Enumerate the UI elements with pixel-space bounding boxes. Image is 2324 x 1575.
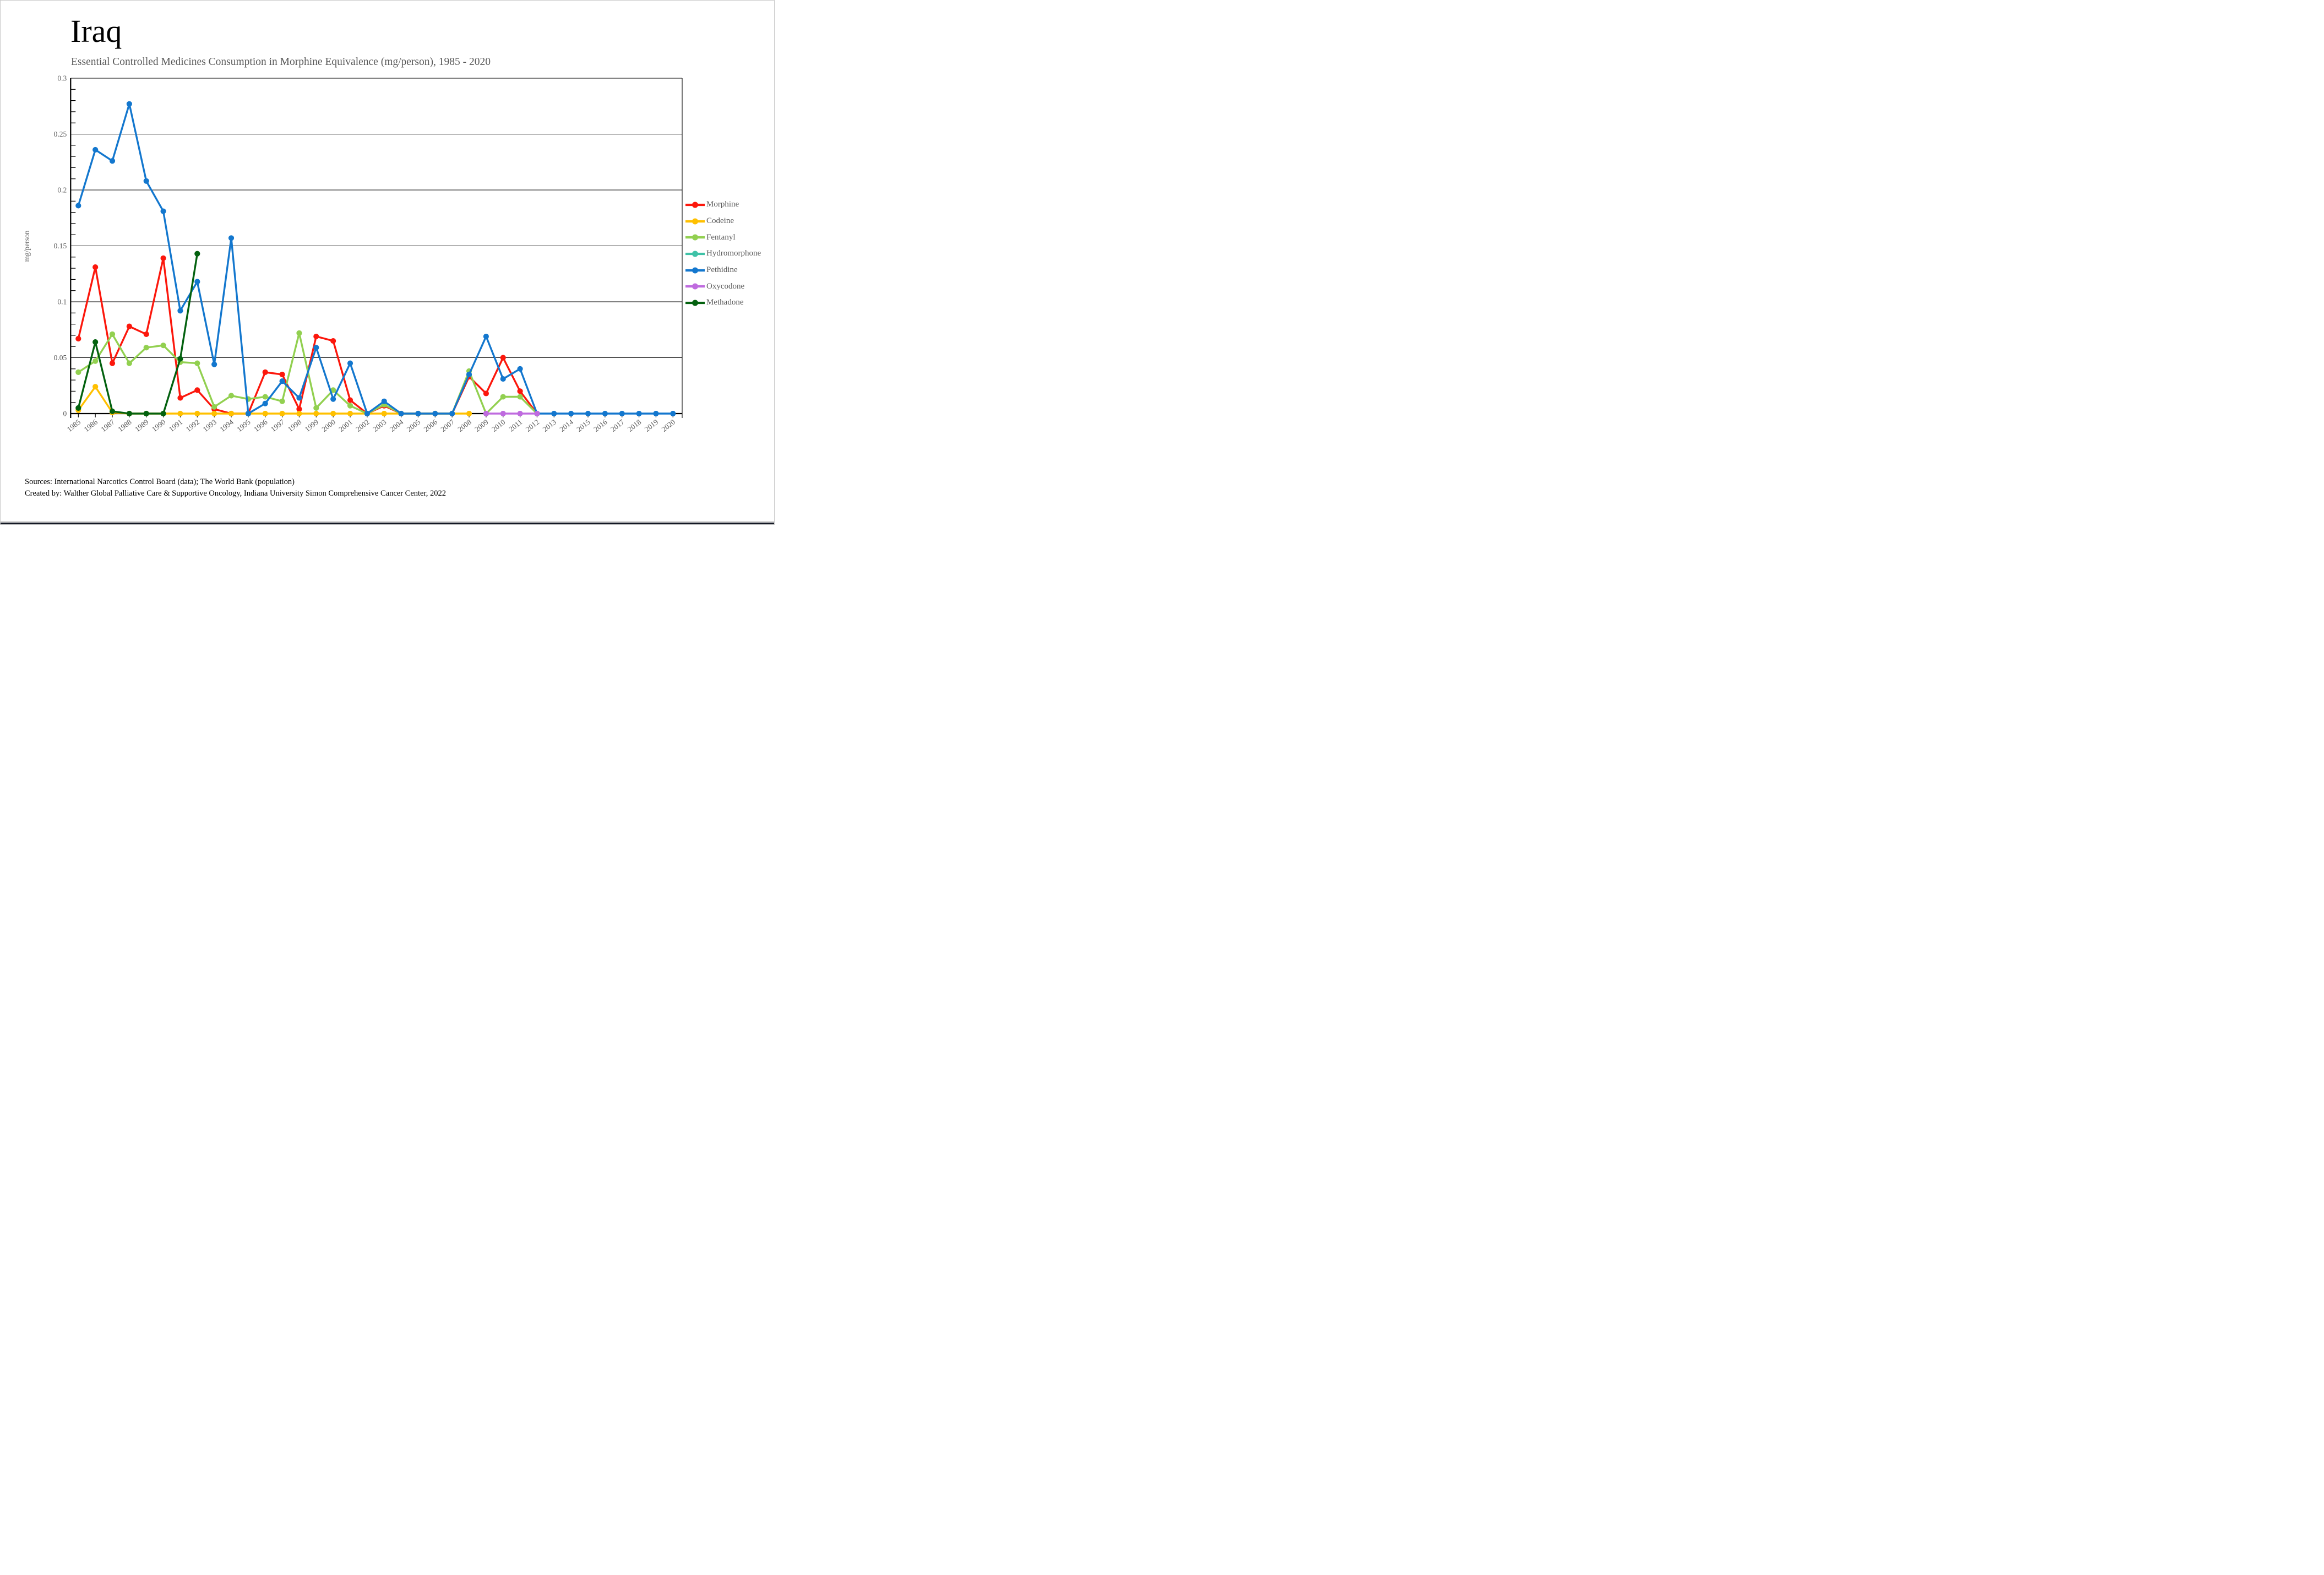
legend-item-oxycodone — [685, 278, 761, 295]
data-point-pethidine — [653, 411, 658, 416]
data-point-oxycodone — [500, 411, 506, 416]
data-point-codeine — [466, 411, 472, 416]
data-point-codeine — [347, 411, 353, 416]
data-point-morphine — [517, 388, 523, 394]
x-tick-label: 1992 — [184, 417, 202, 433]
x-tick-label: 1999 — [303, 417, 320, 433]
legend-marker-icon — [685, 267, 705, 274]
series-line-pethidine — [78, 104, 673, 414]
legend-marker-icon — [685, 250, 705, 258]
x-tick-label: 2002 — [354, 417, 371, 433]
x-tick-label: 2004 — [388, 417, 405, 433]
x-tick-label: 2019 — [643, 417, 660, 433]
data-point-fentanyl — [194, 361, 200, 366]
x-tick-label: 1997 — [269, 417, 286, 433]
legend-label: Oxycodone — [706, 281, 745, 291]
x-tick-label: 2012 — [524, 417, 541, 433]
legend-label: Fentanyl — [706, 232, 736, 242]
data-point-pethidine — [160, 208, 166, 214]
data-point-pethidine — [75, 203, 81, 208]
data-point-morphine — [263, 370, 268, 375]
data-point-fentanyl — [92, 358, 98, 363]
data-point-fentanyl — [296, 330, 302, 336]
data-point-fentanyl — [160, 343, 166, 348]
x-tick-label: 1994 — [218, 417, 235, 433]
data-point-fentanyl — [279, 399, 285, 404]
data-point-codeine — [228, 411, 234, 416]
data-point-codeine — [279, 411, 285, 416]
data-point-pethidine — [382, 399, 387, 404]
data-point-codeine — [263, 411, 268, 416]
data-point-fentanyl — [313, 405, 319, 411]
y-tick-label: 0.2 — [57, 186, 67, 194]
x-tick-label: 2000 — [320, 417, 338, 433]
data-point-methadone — [160, 411, 166, 416]
data-point-pethidine — [211, 362, 217, 367]
data-point-pethidine — [296, 395, 302, 400]
legend-item-morphine — [685, 197, 761, 213]
data-point-fentanyl — [347, 403, 353, 409]
data-point-fentanyl — [75, 370, 81, 375]
data-point-pethidine — [144, 178, 149, 184]
data-point-pethidine — [279, 378, 285, 384]
data-point-pethidine — [466, 372, 472, 377]
legend-item-hydromorphone — [685, 246, 761, 262]
data-point-pethidine — [432, 411, 438, 416]
data-point-methadone — [127, 411, 132, 416]
data-point-morphine — [279, 372, 285, 377]
x-tick-label: 2008 — [456, 417, 473, 433]
y-tick-label: 0.3 — [57, 74, 67, 83]
sources-line-2: Created by: Walther Global Palliative Care & Supportive Oncology, Indiana University Simon Comprehensive Cancer Center, 2022 — [25, 489, 446, 498]
data-point-fentanyl — [144, 345, 149, 350]
data-point-pethidine — [551, 411, 557, 416]
x-tick-label: 1993 — [201, 417, 219, 433]
data-point-morphine — [92, 264, 98, 270]
data-point-codeine — [382, 411, 387, 416]
data-point-pethidine — [246, 411, 251, 416]
data-point-pethidine — [127, 101, 132, 107]
data-point-methadone — [75, 405, 81, 411]
page-title: Iraq — [70, 13, 122, 49]
page-subtitle: Essential Controlled Medicines Consumption in Morphine Equivalence (mg/person), 1985 - 2020 — [71, 56, 491, 68]
data-point-methadone — [177, 356, 183, 361]
data-point-pethidine — [398, 411, 404, 416]
sources-line-1: Sources: International Narcotics Control Board (data); The World Bank (population) — [25, 477, 295, 486]
x-tick-label: 1998 — [286, 417, 303, 433]
window-bottom-bar — [1, 523, 774, 524]
data-point-pethidine — [636, 411, 641, 416]
x-tick-label: 2010 — [490, 417, 507, 433]
data-point-pethidine — [347, 361, 353, 366]
data-point-pethidine — [449, 411, 455, 416]
x-tick-label: 2018 — [625, 417, 643, 433]
data-point-codeine — [296, 411, 302, 416]
data-point-morphine — [144, 332, 149, 337]
x-tick-label: 2014 — [558, 417, 575, 433]
data-point-pethidine — [330, 397, 336, 402]
x-tick-label: 1995 — [235, 417, 252, 433]
legend-marker-icon — [685, 201, 705, 209]
data-point-methadone — [92, 339, 98, 345]
data-point-oxycodone — [483, 411, 489, 416]
data-point-pethidine — [228, 235, 234, 241]
x-tick-label: 2020 — [660, 417, 677, 433]
x-tick-label: 1988 — [116, 417, 133, 433]
x-tick-label: 2016 — [592, 417, 609, 433]
data-point-morphine — [177, 395, 183, 400]
y-tick-label: 0.25 — [53, 130, 67, 138]
data-point-codeine — [313, 411, 319, 416]
legend-marker-icon — [685, 299, 705, 307]
data-point-morphine — [347, 398, 353, 403]
x-tick-label: 2001 — [337, 417, 354, 433]
data-point-codeine — [194, 411, 200, 416]
legend-item-codeine — [685, 213, 761, 230]
sources-text — [25, 476, 446, 499]
x-tick-label: 2003 — [371, 417, 388, 433]
legend-marker-icon — [685, 233, 705, 241]
x-tick-label: 1986 — [82, 417, 100, 433]
data-point-fentanyl — [500, 394, 506, 399]
x-tick-label: 2009 — [473, 417, 490, 433]
x-tick-label: 1985 — [65, 417, 83, 433]
data-point-methadone — [144, 411, 149, 416]
data-point-pethidine — [619, 411, 625, 416]
data-point-pethidine — [263, 401, 268, 406]
data-point-pethidine — [568, 411, 574, 416]
data-point-fentanyl — [110, 332, 115, 337]
data-point-morphine — [500, 355, 506, 360]
x-tick-label: 1989 — [133, 417, 150, 433]
x-tick-label: 2005 — [405, 417, 422, 433]
y-tick-label: 0.05 — [53, 354, 67, 362]
data-point-morphine — [75, 336, 81, 341]
data-point-pethidine — [92, 147, 98, 153]
y-tick-label: 0.1 — [57, 297, 67, 306]
data-point-fentanyl — [228, 393, 234, 398]
legend-item-fentanyl — [685, 229, 761, 246]
chart-canvas — [0, 0, 775, 525]
data-point-codeine — [211, 411, 217, 416]
legend-label: Methadone — [706, 298, 744, 307]
data-point-morphine — [483, 390, 489, 396]
legend-label: Hydromorphone — [706, 249, 761, 258]
data-point-methadone — [194, 251, 200, 257]
data-point-pethidine — [500, 376, 506, 382]
data-point-pethidine — [110, 158, 115, 164]
y-tick-label: 0 — [63, 409, 67, 418]
x-tick-label: 1991 — [167, 417, 184, 433]
x-tick-label: 2015 — [575, 417, 592, 433]
data-point-pethidine — [415, 411, 421, 416]
data-point-morphine — [160, 256, 166, 261]
chart-legend — [685, 197, 761, 311]
data-point-pethidine — [313, 345, 319, 350]
x-tick-label: 2011 — [507, 417, 524, 433]
data-point-oxycodone — [517, 411, 523, 416]
legend-marker-icon — [685, 283, 705, 290]
line-chart-plot — [1, 1, 775, 525]
data-point-oxycodone — [534, 411, 540, 416]
data-point-fentanyl — [517, 394, 523, 399]
data-point-pethidine — [670, 411, 676, 416]
legend-label: Codeine — [706, 216, 734, 226]
data-point-codeine — [330, 411, 336, 416]
data-point-fentanyl — [127, 361, 132, 366]
x-tick-label: 2013 — [541, 417, 558, 433]
y-tick-label: 0.15 — [53, 242, 67, 250]
data-point-pethidine — [194, 279, 200, 284]
data-point-morphine — [313, 334, 319, 339]
data-point-codeine — [92, 384, 98, 389]
data-point-pethidine — [585, 411, 591, 416]
data-point-pethidine — [177, 308, 183, 313]
x-tick-label: 1996 — [252, 417, 269, 433]
x-tick-label: 1990 — [150, 417, 167, 433]
x-tick-label: 1987 — [99, 417, 116, 433]
data-point-pethidine — [602, 411, 608, 416]
data-point-morphine — [194, 387, 200, 393]
legend-label: Pethidine — [706, 265, 738, 275]
x-tick-label: 2006 — [422, 417, 439, 433]
data-point-pethidine — [517, 366, 523, 372]
x-tick-label: 2007 — [439, 417, 456, 433]
data-point-morphine — [110, 361, 115, 366]
legend-label: Morphine — [706, 200, 739, 209]
data-point-fentanyl — [263, 394, 268, 399]
data-point-pethidine — [483, 334, 489, 339]
y-axis-title: mg/person — [23, 230, 31, 262]
legend-marker-icon — [685, 218, 705, 225]
data-point-morphine — [330, 338, 336, 344]
data-point-codeine — [177, 411, 183, 416]
legend-item-methadone — [685, 295, 761, 311]
data-point-fentanyl — [211, 404, 217, 410]
legend-item-pethidine — [685, 262, 761, 279]
data-point-methadone — [110, 409, 115, 414]
x-tick-label: 2017 — [609, 417, 626, 433]
data-point-pethidine — [364, 411, 370, 416]
data-point-morphine — [127, 324, 132, 329]
